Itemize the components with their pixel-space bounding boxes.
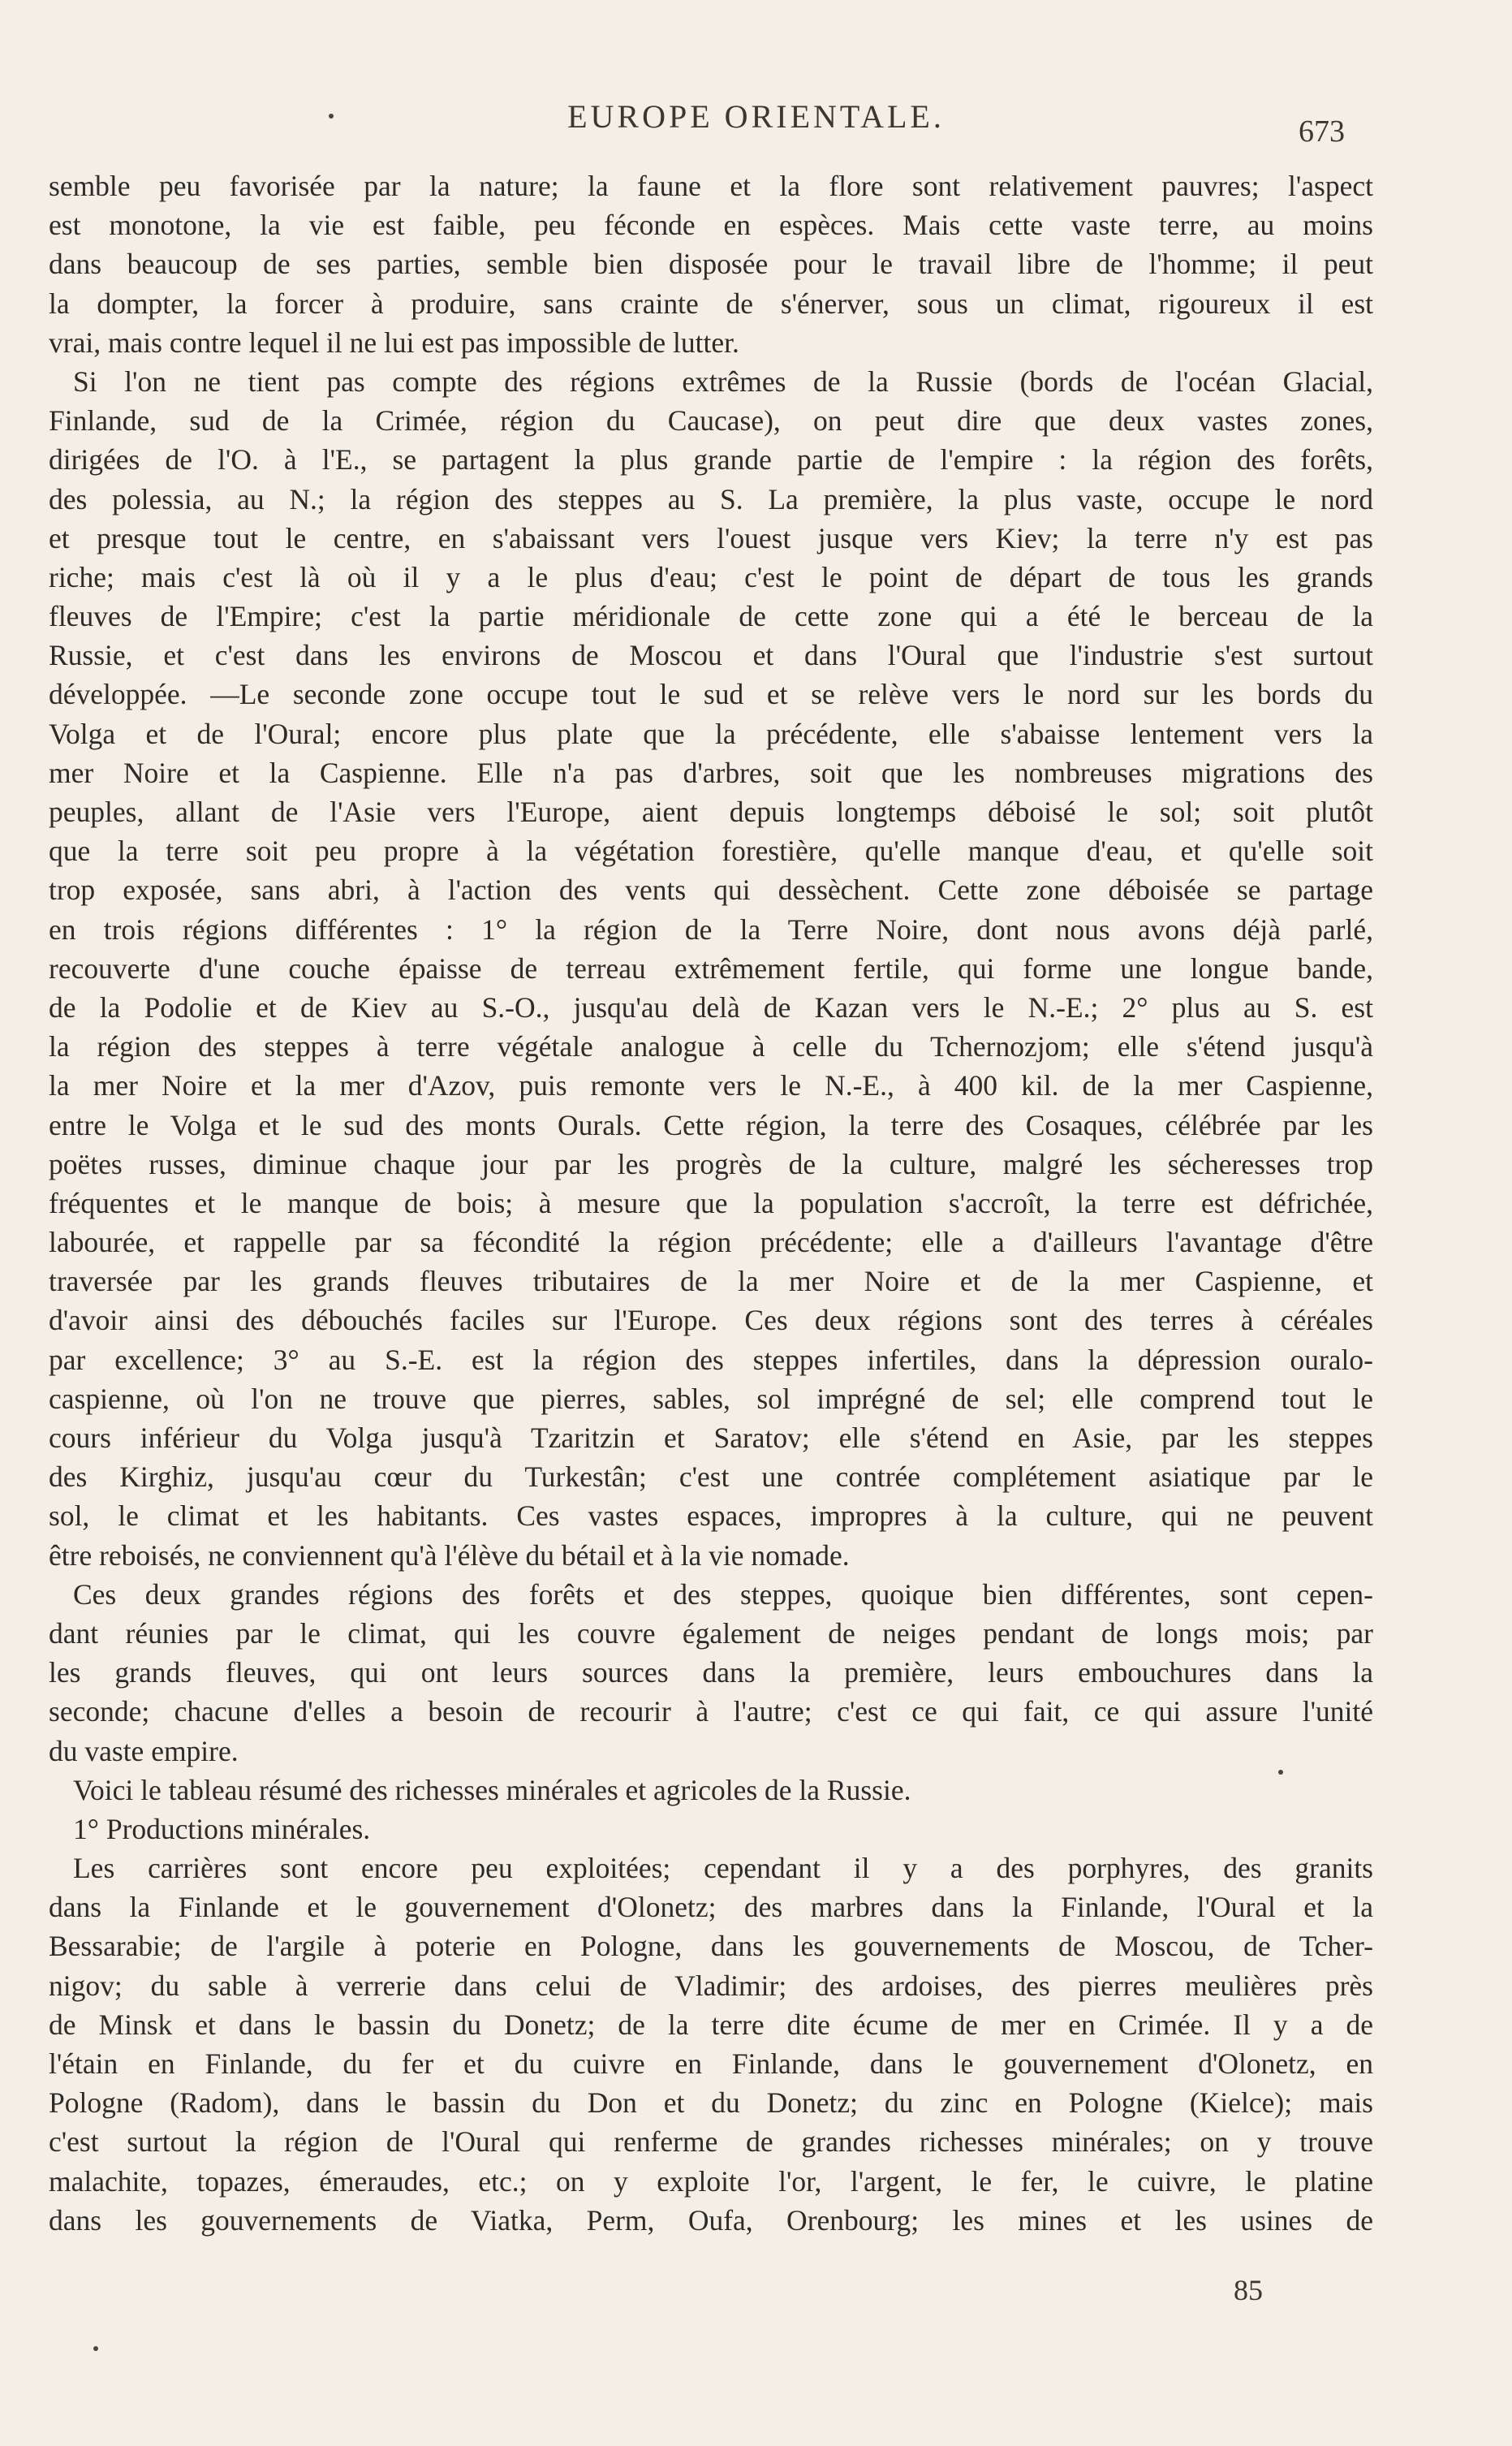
text-line: d'avoir ainsi des débouchés faciles sur l'Europe. Ces deux régions sont des terres à céréales [49, 1304, 1373, 1337]
text-line: c'est surtout la région de l'Oural qui renferme de grandes richesses minérales; on y trouve [49, 2125, 1373, 2159]
text-line: riche; mais c'est là où il y a le plus d'eau; c'est le point de départ de tous les grands [49, 560, 1373, 593]
text-line: poëtes russes, diminue chaque jour par les progrès de la culture, malgré les sécheresses trop [49, 1147, 1373, 1180]
text-line: sol, le climat et les habitants. Ces vastes espaces, impropres à la culture, qui ne peuvent [49, 1499, 1373, 1533]
text-line: cours inférieur du Volga jusqu'à Tzaritzin et Saratov; elle s'étend en Asie, par les steppes [49, 1421, 1373, 1454]
speck [1278, 1770, 1283, 1775]
text-line: fréquentes et le manque de bois; à mesure que la population s'accroît, la terre est défrichée, [49, 1186, 1373, 1219]
text-line: Si l'on ne tient pas compte des régions extrêmes de la Russie (bords de l'océan Glacial, [73, 365, 1373, 398]
body-text [49, 166, 1373, 2240]
text-line: et presque tout le centre, en s'abaissant vers l'ouest jusque vers Kiev; la terre n'y est pas [49, 521, 1373, 554]
text-line: Ces deux grandes régions des forêts et des steppes, quoique bien différentes, sont cepen- [73, 1577, 1373, 1611]
text-line: traversée par les grands fleuves tributaires de la mer Noire et de la mer Caspienne, et [49, 1265, 1373, 1298]
text-line: les grands fleuves, qui ont leurs sources dans la première, leurs embouchures dans la [49, 1656, 1373, 1689]
text-line: entre le Volga et le sud des monts Ourals. Cette région, la terre des Cosaques, célébrée par les [49, 1108, 1373, 1141]
text-line: Pologne (Radom), dans le bassin du Don et du Donetz; du zinc en Pologne (Kielce); mais [49, 2086, 1373, 2120]
text-line: dans la Finlande et le gouvernement d'Olonetz; des marbres dans la Finlande, l'Oural et la [49, 1891, 1373, 1924]
text-line: de la Podolie et de Kiev au S.-O., jusqu'au delà de Kazan vers le N.-E.; 2° plus au S. est [49, 990, 1373, 1024]
signature-mark: 85 [1234, 2274, 1263, 2306]
text-line: Les carrières sont encore peu exploitées; cependant il y a des porphyres, des granits [73, 1852, 1373, 1885]
text-line: en trois régions différentes : 1° la région de la Terre Noire, dont nous avons déjà parlé, [49, 912, 1373, 946]
text-line: recouverte d'une couche épaisse de terreau extrêmement fertile, qui forme une longue bande, [49, 951, 1373, 985]
page-number: 673 [1299, 114, 1345, 149]
text-line: la région des steppes à terre végétale analogue à celle du Tchernozjom; elle s'étend jusqu'à [49, 1030, 1373, 1063]
text-line: des Kirghiz, jusqu'au cœur du Turkestân; c'est une contrée complétement asiatique par le [49, 1460, 1373, 1494]
text-line: Finlande, sud de la Crimée, région du Caucase), on peut dire que deux vastes zones, [49, 404, 1373, 438]
text-line: dirigées de l'O. à l'E., se partagent la plus grande partie de l'empire : la région des forêts, [49, 443, 1373, 477]
text-line: des polessia, au N.; la région des steppes au S. La première, la plus vaste, occupe le nord [49, 482, 1373, 516]
text-line: Volga et de l'Oural; encore plus plate que la précédente, elle s'abaisse lentement vers la [49, 717, 1373, 750]
text-line: la mer Noire et la mer d'Azov, puis remonte vers le N.-E., à 400 kil. de la mer Caspienne, [49, 1069, 1373, 1102]
text-line: développée. —Le seconde zone occupe tout le sud et se relève vers le nord sur les bords du [49, 678, 1373, 711]
text-line: vrai, mais contre lequel il ne lui est pas impossible de lutter. [49, 326, 739, 359]
speck [93, 2346, 98, 2351]
text-line: par excellence; 3° au S.-E. est la région des steppes infertiles, dans la dépression ouralo- [49, 1343, 1373, 1376]
text-line: du vaste empire. [49, 1734, 239, 1767]
text-line: Voici le tableau résumé des richesses minérales et agricoles de la Russie. [73, 1773, 911, 1806]
text-line: trop exposée, sans abri, à l'action des vents qui dessèchent. Cette zone déboisée se partage [49, 874, 1373, 907]
text-line: l'étain en Finlande, du fer et du cuivre en Finlande, dans le gouvernement d'Olonetz, en [49, 2047, 1373, 2080]
text-line: être reboisés, ne conviennent qu'à l'élève du bétail et à la vie nomade. [49, 1538, 850, 1572]
text-line: de Minsk et dans le bassin du Donetz; de la terre dite écume de mer en Crimée. Il y a de [49, 2008, 1373, 2041]
text-line: dans beaucoup de ses parties, semble bien disposée pour le travail libre de l'homme; il peut [49, 248, 1373, 281]
text-line: la dompter, la forcer à produire, sans crainte de s'énerver, sous un climat, rigoureux il est [49, 287, 1373, 320]
text-line: peuples, allant de l'Asie vers l'Europe, aient depuis longtemps déboisé le sol; soit plutôt [49, 796, 1373, 828]
text-line: dant réunies par le climat, qui les couvre également de neiges pendant de longs mois; par [49, 1616, 1373, 1650]
text-line: nigov; du sable à verrerie dans celui de Vladimir; des ardoises, des pierres meulières près [49, 1969, 1373, 2002]
text-line: Russie, et c'est dans les environs de Moscou et dans l'Oural que l'industrie s'est surtout [49, 639, 1373, 672]
text-line: fleuves de l'Empire; c'est la partie méridionale de cette zone qui a été le berceau de la [49, 600, 1373, 633]
text-line: semble peu favorisée par la nature; la faune et la flore sont relativement pauvres; l'aspect [49, 170, 1373, 202]
text-line: 1° Productions minérales. [73, 1812, 371, 1845]
text-line: caspienne, où l'on ne trouve que pierres, sables, sol imprégné de sel; elle comprend tout le [49, 1382, 1373, 1415]
speck [329, 114, 334, 119]
text-line: seconde; chacune d'elles a besoin de recourir à l'autre; c'est ce qui fait, ce qui assure l'unité [49, 1695, 1373, 1728]
text-line: mer Noire et la Caspienne. Elle n'a pas d'arbres, soit que les nombreuses migrations des [49, 756, 1373, 789]
running-header-title: EUROPE ORIENTALE. [567, 98, 945, 135]
text-line: labourée, et rappelle par sa fécondité la région précédente; elle a d'ailleurs l'avantage d'être [49, 1226, 1373, 1259]
text-line: dans les gouvernements de Viatka, Perm, Oufa, Orenbourg; les mines et les usines de [49, 2203, 1373, 2237]
text-line: Bessarabie; de l'argile à poterie en Pologne, dans les gouvernements de Moscou, de Tcher- [49, 1930, 1373, 1963]
text-line: malachite, topazes, émeraudes, etc.; on y exploite l'or, l'argent, le fer, le cuivre, le platine [49, 2164, 1373, 2198]
text-line: que la terre soit peu propre à la végétation forestière, qu'elle manque d'eau, et qu'elle soit [49, 835, 1373, 868]
text-line: est monotone, la vie est faible, peu féconde en espèces. Mais cette vaste terre, au moins [49, 209, 1373, 242]
